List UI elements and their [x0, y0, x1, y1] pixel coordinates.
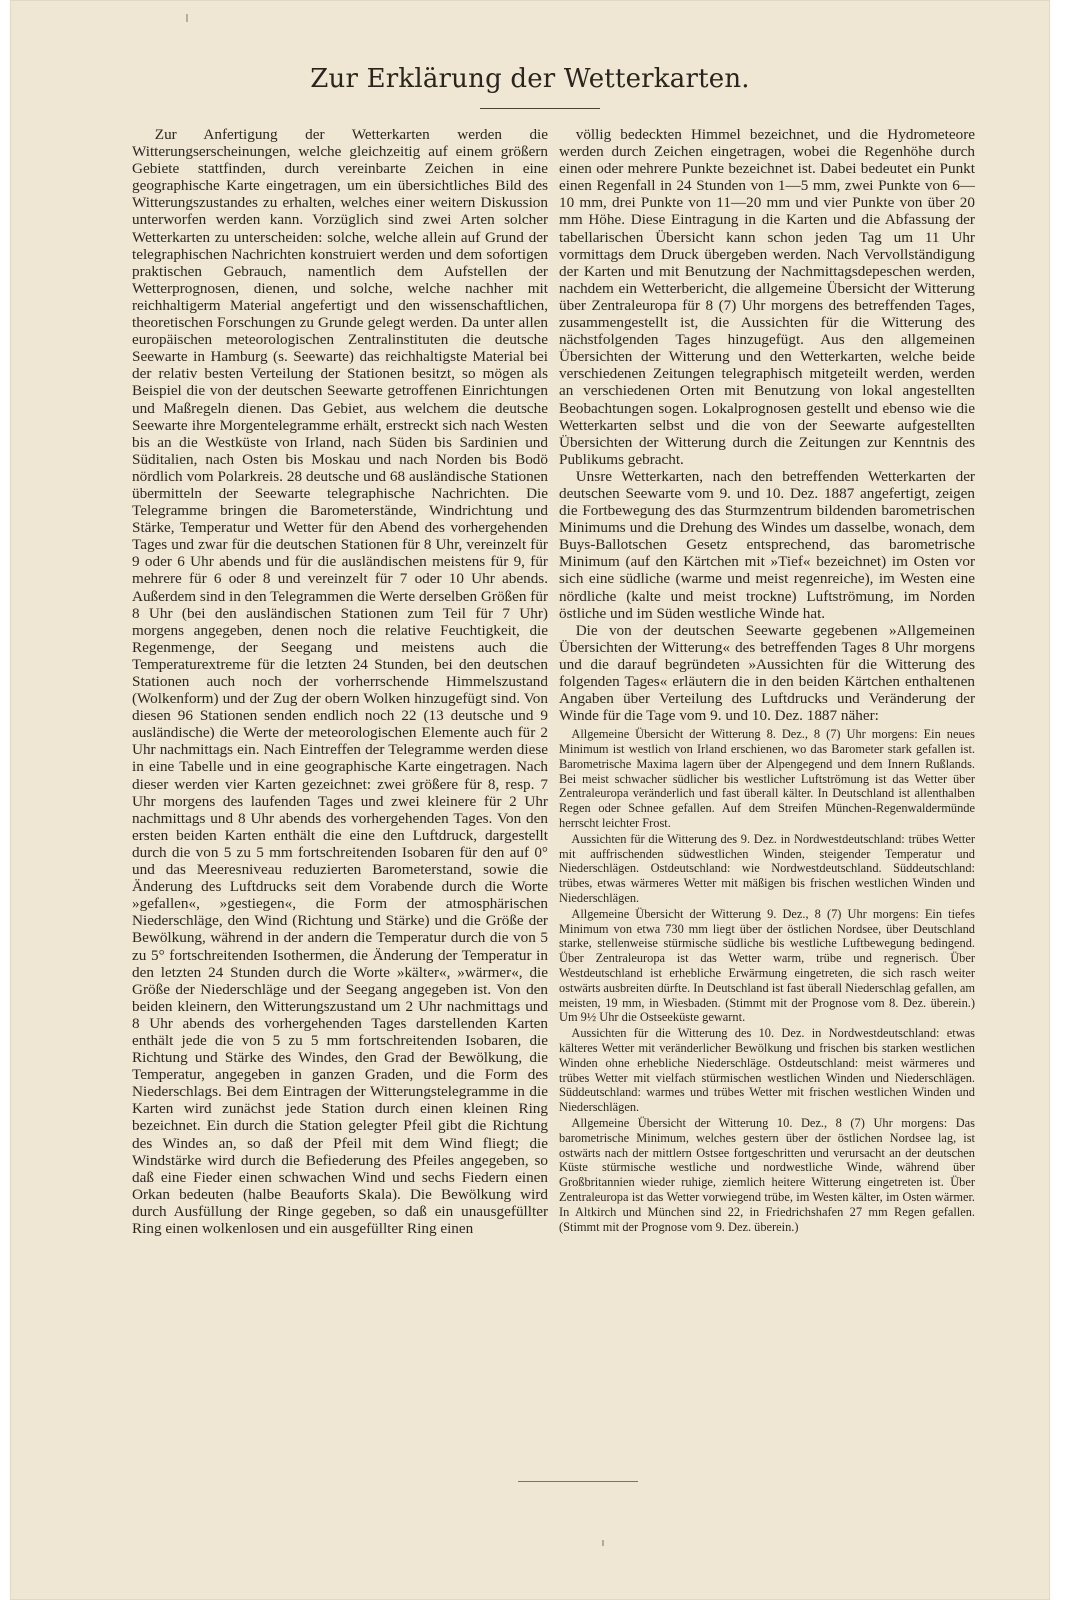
right-paragraph: völlig bedeckten Himmel bezeichnet, und die Hydrometeore werden durch Zeichen eingetragen, wobei die Regenhöhe durch einen oder mehrere Punkte bezeichnet ist. Dabei bedeutet ein Punkt einen Regenfall in 24 Stunden von 1—5 mm, zwei Punkte von 6—10 mm, drei Punkte von 11—20 mm und vier Punkte von über 20 mm Höhe. Diese Eintragung in die Karten und die Abfassung der tabellarischen Übersicht kann schon jeden Tag um 11 Uhr vormittags dem Druck übergeben werden. Nach Vervollständigung der Karten und mit Benutzung der Nachmittagsdepeschen werden, nachdem ein Wetterbericht, die allgemeine Übersicht der Witterung über Zentraleuropa für 8 (7) Uhr morgens des betreffenden Tages, zusammengestellt ist, die Aussichten für die Witterung des nächstfolgenden Tages hinzugefügt. Aus den allgemeinen Übersichten der Witterung und den Wetterkarten, welche beide verschiedenen Zeitungen telegraphisch mitgeteilt werden, werden an verschiedenen Orten mit Benutzung von lokal angestellten Beobachtungen sogen. Lokalprognosen gestellt und ebenso wie die Wetterkarten selbst und die von der Seewarte aufgestellten Übersichten der Witterung durch die Zeitungen zur Kenntnis des Publikums gebracht.	[559, 126, 975, 468]
page-title: Zur Erklärung der Wetterkarten.	[310, 64, 750, 94]
left-column	[132, 126, 548, 1237]
left-paragraph: Zur Anfertigung der Wetterkarten werden die Witterungserscheinungen, welche gleichzeitig auf einem größern Gebiete stattfinden, durch vereinbarte Zeichen in eine geographische Karte eingetragen, um ein übersichtliches Bild des Witterungszustandes zu erhalten, welches einer weitern Diskussion unterworfen werden kann. Vorzüglich sind zwei Arten solcher Wetterkarten zu unterscheiden: solche, welche allein auf Grund der telegraphischen Nachrichten konstruiert werden und dem sofortigen praktischen Gebrauch, namentlich dem Aufstellen der Wetterprognosen, dienen, und solche, welche nachher mit reichhaltigerm Material angefertigt und den wissenschaftlichen, theoretischen Forschungen zu Grunde gelegt werden. Da unter allen europäischen meteorologischen Zentralinstituten die deutsche Seewarte in Hamburg (s. Seewarte) das reichhaltigste Material bei der relativ besten Verteilung der Stationen besitzt, so mögen als Beispiel die von der deutschen Seewarte getroffenen Einrichtungen und Maßregeln dienen. Das Gebiet, aus welchem die deutsche Seewarte ihre Morgentelegramme erhält, erstreckt sich nach Westen bis an die Westküste von Irland, nach Süden bis Sardinien und Süditalien, nach Osten bis Moskau und nach Norden bis Bodö nördlich vom Polarkreis. 28 deutsche und 68 ausländische Stationen übermitteln der Seewarte telegraphische Nachrichten. Die Telegramme bringen die Barometerstände, Windrichtung und Stärke, Temperatur und Wetter für den Abend des vorhergehenden Tages und zwar für die deutschen Stationen für 8 Uhr, vereinzelt für 9 oder 6 Uhr abends und für die ausländischen meistens für 9, für mehrere für 6 oder 8 und vereinzelt für 7 oder 10 Uhr abends. Außerdem sind in den Telegrammen die Werte derselben Größen für 8 Uhr (bei den ausländischen Stationen zum Teil für 7 Uhr) morgens angegeben, denen noch die relative Feuchtigkeit, die Regenmenge, der Seegang und meistens auch die Temperaturextreme für die letzten 24 Stunden, bei den deutschen Stationen auch noch der vorherrschende Himmelszustand (Wolkenform) und der Zug der obern Wolken hinzugefügt sind. Von diesen 96 Stationen senden endlich noch 22 (13 deutsche und 9 ausländische) die Werte der meteorologischen Elemente auch für 2 Uhr nachmittags ein. Nach Eintreffen der Telegramme werden diese in eine Tabelle und in eine geographische Karte eingetragen. Nach dieser werden vier Karten gezeichnet: zwei größere für 8, resp. 7 Uhr morgens des laufenden Tages und zwei kleinere für 2 Uhr nachmittags und 8 Uhr abends des vorhergehenden Tages. Von den ersten beiden Karten enthält die eine den Luftdruck, dargestellt durch die von 5 zu 5 mm fortschreitenden Isobaren für den auf 0° und das Meeresniveau reduzierten Barometerstand, sowie die Änderung des Luftdrucks seit dem Vorabende durch die Worte »gefallen«, »gestiegen«, die Form der atmosphärischen Niederschläge, den Wind (Richtung und Stärke) und die Größe der Bewölkung, während in der andern die Temperatur durch die von 5 zu 5° fortschreitenden Isothermen, die Änderung der Temperatur in den letzten 24 Stunden durch die Worte »kälter«, »wärmer«, die Größe der Niederschläge und der Seegang angegeben ist. Von den beiden kleinern, den Witterungszustand um 2 Uhr nachmittags und 8 Uhr abends des vorhergehenden Tages darstellenden Karten enthält jede die von 5 zu 5 mm fortschreitenden Isobaren, die Richtung und Stärke des Windes, den Grad der Bewölkung, die Temperatur, angegeben in ganzen Graden, und die Form des Niederschlags. Bei dem Eintragen der Witterungstelegramme in die Karten wird zunächst jede Station durch einen kleinen Ring bezeichnet. Ein durch die Station gelegter Pfeil gibt die Richtung des Windes an, so daß der Pfeil mit dem Wind fliegt; die Windstärke wird durch die Befiederung des Pfeiles angegeben, so daß eine Fieder einen schwachen Wind und sechs Fiedern einen Orkan bedeuten (halbe Beauforts Skala). Die Bewölkung wird durch Ausfüllung der Ringe gegeben, so daß ein unausgefüllter Ring einen wolkenlosen und ein ausgefüllter Ring einen	[132, 126, 548, 1237]
right-paragraph: Die von der deutschen Seewarte gegebenen »Allgemeinen Übersichten der Witterung« des betreffenden Tages 8 Uhr morgens und die darauf begründeten »Aussichten für die Witterung des folgenden Tages« erläutern die in den beiden Kärtchen enthaltenen Angaben über Verteilung des Luftdrucks und Veränderung der Winde für die Tage vom 9. und 10. Dez. 1887 näher:	[559, 621, 975, 725]
paper-mark	[602, 1540, 604, 1546]
end-divider	[518, 1481, 638, 1482]
weather-note: Allgemeine Übersicht der Witterung 10. Dez., 8 (7) Uhr morgens: Das barometrische Minimum, welches gestern über der östlichen Nordsee lag, ist ostwärts nach der mittlern Ostsee fortgeschritten und verursacht an der deutschen Küste stürmische westliche und nordwestliche Winde, während über Großbritannien wieder ruhige, ziemlich heitere Witterung eingetreten ist. Über Zentraleuropa ist das Wetter vorwiegend trübe, im Westen kälter, im Osten wärmer. In Altkirch und München sind 22, in Friedrichshafen 27 mm Regen gefallen. (Stimmt mit der Prognose vom 9. Dez. überein.)	[559, 1116, 975, 1234]
corner-mark	[186, 14, 188, 22]
right-column	[559, 126, 975, 1234]
title-divider	[480, 108, 600, 109]
page-sheet	[10, 0, 1050, 1600]
weather-note: Allgemeine Übersicht der Witterung 8. Dez., 8 (7) Uhr morgens: Ein neues Minimum ist westlich von Irland erschienen, wo das Barometer stark gefallen ist. Barometrische Maxima lagern über der Alpengegend und dem Innern Rußlands. Bei meist schwacher südlicher bis westlicher Luftströmung ist das Wetter über Zentraleuropa veränderlich und fast überall kälter. In Deutschland ist allenthalben Regen oder Schnee gefallen. Auf dem Streifen München-Regenwaldermünde herrscht leichter Frost.	[559, 727, 975, 831]
weather-note: Aussichten für die Witterung des 10. Dez. in Nordwestdeutschland: etwas kälteres Wetter mit veränderlicher Bewölkung und frischen bis starken westlichen Winden ohne erhebliche Niederschläge. Ostdeutschland: meist wärmeres und trübes Wetter mit vielfach stürmischen westlichen Winden und Niederschlägen. Süddeutschland: warmes und trübes Wetter mit frischen westlichen Winden und Niederschlägen.	[559, 1026, 975, 1115]
right-paragraph: Unsre Wetterkarten, nach den betreffenden Wetterkarten der deutschen Seewarte vom 9. und 10. Dez. 1887 angefertigt, zeigen die Fortbewegung des das Sturmzentrum bildenden barometrischen Minimums und die Drehung des Windes um dasselbe, wonach, dem Buys-Ballotschen Gesetz entsprechend, das barometrische Minimum (auf den Kärtchen mit »Tief« bezeichnet) im Osten vor sich eine südliche (warme und meist regenreiche), im Westen eine nördliche (kalte und meist trockne) Luftströmung, im Norden östliche und im Süden westliche Winde hat.	[559, 467, 975, 622]
weather-note: Allgemeine Übersicht der Witterung 9. Dez., 8 (7) Uhr morgens: Ein tiefes Minimum von etwa 730 mm liegt über der östlichen Nordsee, über Deutschland starke, stellenweise stürmische südliche bis westliche Luftbewegung bedingend. Über Zentraleuropa ist das Wetter warm, trübe und regnerisch. Über Westdeutschland ist erhebliche Erwärmung eingetreten, die sich rasch weiter ostwärts ausbreiten dürfte. In Deutschland ist fast überall Niederschlag gefallen, am meisten, 19 mm, in Wiesbaden. (Stimmt mit der Prognose vom 8. Dez. überein.) Um 9½ Uhr die Ostseeküste gewarnt.	[559, 906, 975, 1025]
weather-note: Aussichten für die Witterung des 9. Dez. in Nordwestdeutschland: trübes Wetter mit auffrischenden südwestlichen Winden, steigender Temperatur und Niederschlägen. Ostdeutschland: wie Nordwestdeutschland. Süddeutschland: trübes, etwas wärmeres Wetter mit mäßigen bis frischen westlichen Winden und Niederschlägen.	[559, 831, 975, 906]
